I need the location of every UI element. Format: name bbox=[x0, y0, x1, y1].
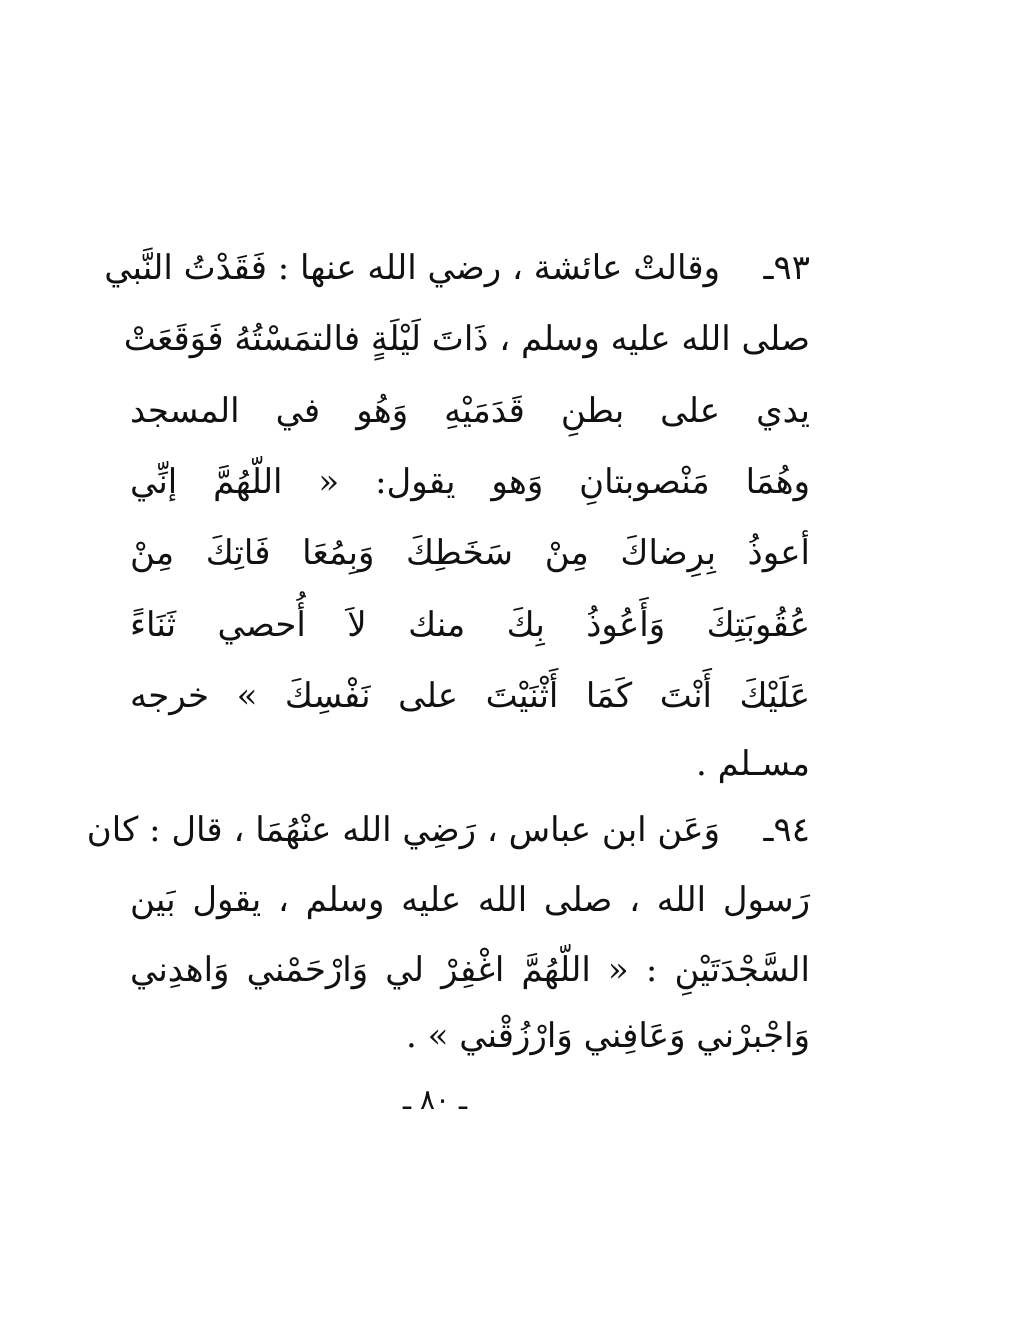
text-line: السَّجْدَتَيْنِ : « اللّهُمَّ اغْفِرْ لي وَارْحَمْني وَاهدِني bbox=[130, 950, 810, 990]
text-line: وَعَن ابن عباس ، رَضِي الله عنْهُمَا ، قال : كان bbox=[86, 810, 720, 850]
text-line: أعوذُ بِرِضاكَ مِنْ سَخَطِكَ وَبِمُعَا فَاتِكَ مِنْ bbox=[130, 533, 810, 573]
text-line: عَلَيْكَ أَنْتَ كَمَا أَثْنَيْتَ على نَفْسِكَ » خرجه bbox=[130, 676, 810, 716]
entry-number: ٩٣ـ bbox=[763, 248, 810, 288]
hadith-entry-93 bbox=[104, 238, 810, 784]
text-line: يدي على بطنِ قَدَمَيْهِ وَهُو في المسجد bbox=[130, 391, 810, 431]
text-line: رَسول الله ، صلى الله عليه وسلم ، يقول بَين bbox=[130, 880, 810, 920]
text-line: صلى الله عليه وسلم ، ذَاتَ لَيْلَةٍ فالتمَسْتُهُ فَوَقَعَتْ bbox=[123, 319, 810, 359]
text-line: عُقُوبَتِكَ وَأَعُوذُ بِكَ منك لاَ أُحصي ثَنَاءً bbox=[130, 605, 810, 645]
page-number: ـ ٨٠ ـ bbox=[402, 1083, 468, 1116]
hadith-entry-94 bbox=[86, 800, 810, 1070]
text-line: مسـلم . bbox=[695, 744, 810, 784]
text-line: وهُمَا مَنْصوبتانِ وَهو يقول: « اللّهُمَّ إنِّي bbox=[130, 462, 810, 502]
entry-number: ٩٤ـ bbox=[763, 810, 810, 850]
text-line: وقالتْ عائشة ، رضي الله عنها : فَقَدْتُ النَّبي bbox=[104, 248, 720, 288]
text-line: وَاجْبرْني وَعَافِني وَارْزُقْني » . bbox=[405, 1016, 810, 1056]
